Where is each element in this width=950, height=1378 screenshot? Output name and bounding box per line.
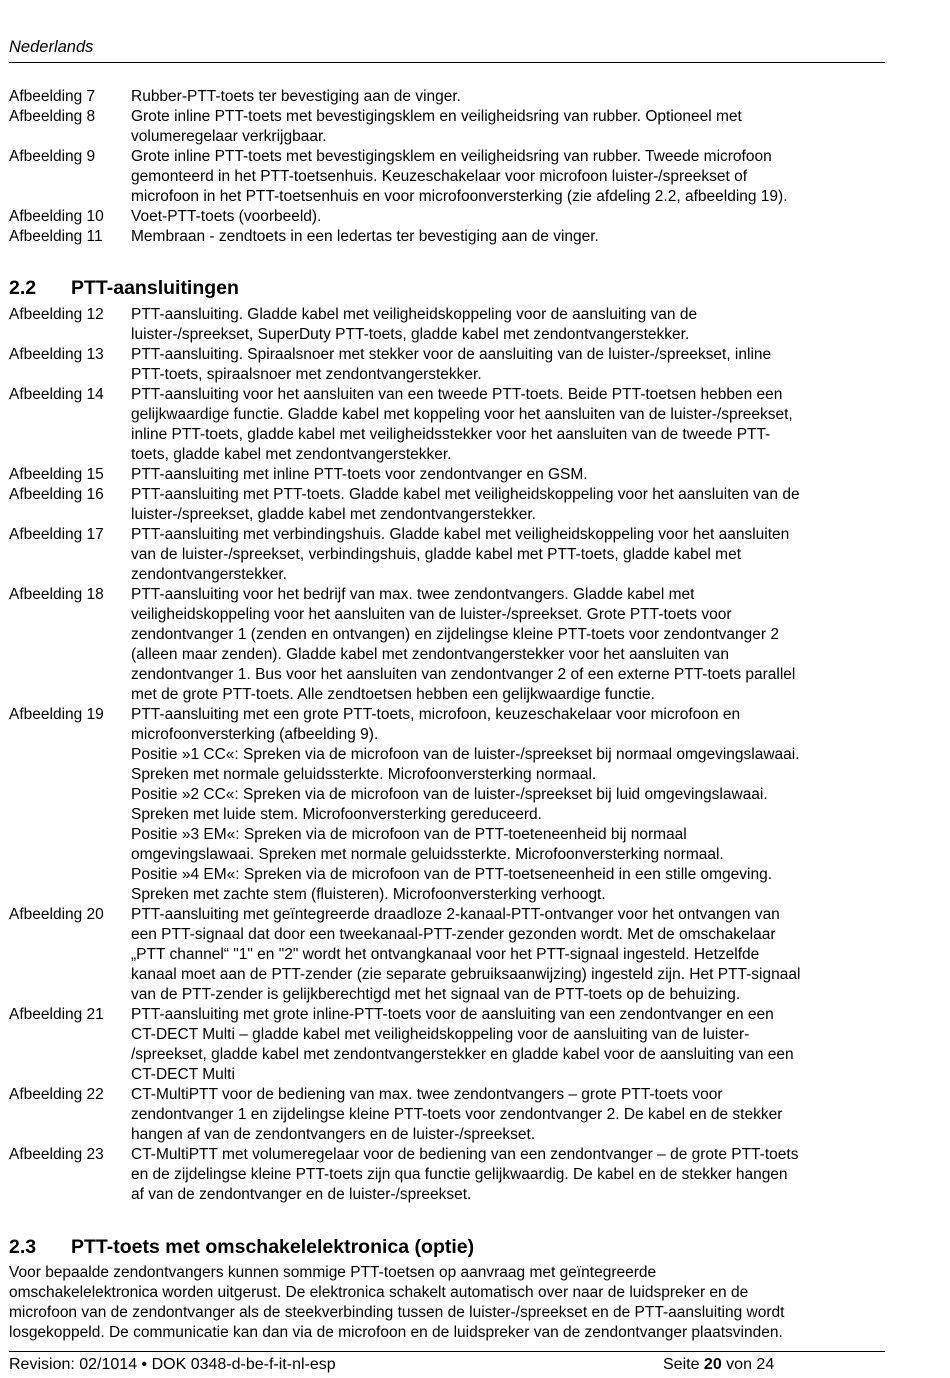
description-line: Positie »1 CC«: Spreken via de microfoon van de luister-/spreekset bij normaal omgevingslawaai.: [131, 746, 800, 763]
description-line: zendontvanger 1. Bus voor het aansluiten van zendontvanger 2 of een externe PTT-toets parallel: [131, 666, 796, 683]
description-line: omgevingslawaai. Spreken met normale geluidssterkte. Microfoonversterking normaal.: [131, 846, 724, 863]
figure-description: [131, 465, 889, 485]
paragraph-line: microfoon van de zendontvanger als de steekverbinding tussen de luister-/spreekset en de PTT-aansluiting wordt: [9, 1304, 785, 1321]
description-line: zendontvanger 1 en zijdelingse kleine PTT-toets voor zendontvanger 2. De kabel en de stekker: [131, 1106, 783, 1123]
figure-entry: [9, 305, 889, 345]
figure-entry: [9, 147, 889, 207]
figure-label: Afbeelding 19: [9, 706, 104, 723]
description-line: volumeregelaar verkrijgbaar.: [131, 128, 327, 145]
figure-description: [131, 525, 889, 585]
description-line: PTT-toets, spiraalsnoer met zendontvangerstekker.: [131, 366, 482, 383]
section-number: 2.3: [9, 1236, 37, 1258]
paragraph-line: Voor bepaalde zendontvangers kunnen sommige PTT-toetsen op aanvraag met geïntegreerde: [9, 1264, 657, 1281]
description-line: (alleen maar zenden). Gladde kabel met zendontvangerstekker voor het aansluiten van: [131, 646, 729, 663]
description-line: luister-/spreekset, gladde kabel met zendontvangerstekker.: [131, 506, 536, 523]
description-line: gemonteerd in het PTT-toetsenhuis. Keuzeschakelaar voor microfoon luister-/spreekset of: [131, 168, 748, 185]
figure-entry: [9, 227, 889, 247]
description-line: van de luister-/spreekset, verbindingshuis, gladde kabel met PTT-toets, gladde kabel met: [131, 546, 741, 563]
description-line: Grote inline PTT-toets met bevestigingsklem en veiligheidsring van rubber. Tweede microfoon: [131, 148, 772, 165]
description-line: toets, gladde kabel met zendontvangerstekker.: [131, 446, 452, 463]
figure-entry: [9, 1085, 889, 1145]
description-line: Positie »4 EM«: Spreken via de microfoon van de PTT-toetseneenheid in een stille omgeving.: [131, 866, 773, 883]
figure-description: [131, 227, 889, 247]
description-line: zendontvangerstekker.: [131, 566, 287, 583]
description-line: PTT-aansluiting voor het aansluiten van een tweede PTT-toets. Beide PTT-toetsen hebben een: [131, 386, 783, 403]
description-line: met de grote PTT-toets. Alle zendtoetsen hebben een gelijkwaardige functie.: [131, 686, 655, 703]
figure-entry: [9, 465, 889, 485]
figure-label: Afbeelding 18: [9, 586, 104, 603]
figure-description: [131, 107, 889, 147]
figure-description: [131, 485, 889, 525]
figure-label: Afbeelding 7: [9, 88, 96, 105]
figure-description: [131, 147, 889, 207]
description-line: Grote inline PTT-toets met bevestigingsklem en veiligheidsring van rubber. Optioneel met: [131, 108, 742, 125]
description-line: CT-MultiPTT met volumeregelaar voor de bediening van een zendontvanger – de grote PTT-toets: [131, 1146, 799, 1163]
footer-page-number: [663, 1356, 774, 1374]
description-line: „PTT channel“ "1" en "2" wordt het ontvangkanaal voor het PTT-signaal ingesteld. Hetzelfde: [131, 946, 760, 963]
figure-description: [131, 305, 889, 345]
description-line: veiligheidskoppeling voor het aansluiten van de luister-/spreekset. Grote PTT-toets voor: [131, 606, 732, 623]
description-line: /spreekset, gladde kabel met zendontvangerstekker en gladde kabel voor de aansluiting van een: [131, 1046, 794, 1063]
figure-description: [131, 345, 889, 385]
current-page: 20: [703, 1356, 722, 1373]
section-heading-2-3: [9, 1236, 474, 1259]
section-title: PTT-toets met omschakelelektronica (optie): [71, 1236, 475, 1258]
figure-entry: [9, 107, 889, 147]
description-line: PTT-aansluiting met PTT-toets. Gladde kabel met veiligheidskoppeling voor het aansluiten van de: [131, 486, 800, 503]
total-pages: 24: [756, 1356, 775, 1373]
section-heading-2-2: [9, 277, 239, 300]
description-line: en de zijdelingse kleine PTT-toets zijn qua functie gelijkwaardig. De kabel en de stekker hangen: [131, 1166, 788, 1183]
description-line: Positie »3 EM«: Spreken via de microfoon van de PTT-toeteneenheid bij normaal: [131, 826, 687, 843]
description-line: PTT-aansluiting met geïntegreerde draadloze 2-kanaal-PTT-ontvanger voor het ontvangen van: [131, 906, 780, 923]
description-line: af van de zendontvanger en de luister-/spreekset.: [131, 1186, 472, 1203]
figure-label: Afbeelding 14: [9, 386, 104, 403]
description-line: Positie »2 CC«: Spreken via de microfoon van de luister-/spreekset bij luid omgevingslawaai.: [131, 786, 768, 803]
figure-label: Afbeelding 13: [9, 346, 104, 363]
header-language: Nederlands: [9, 38, 94, 56]
figure-label: Afbeelding 21: [9, 1006, 104, 1023]
section-title: PTT-aansluitingen: [71, 277, 239, 299]
figure-entry: [9, 585, 889, 705]
figure-label: Afbeelding 23: [9, 1146, 104, 1163]
figure-description: [131, 1145, 889, 1205]
section-number: 2.2: [9, 277, 37, 299]
page-middle: von: [726, 1356, 752, 1373]
description-line: microfoon in het PTT-toetsenhuis en voor microfoonversterking (zie afdeling 2.2, afbeelding 19).: [131, 188, 788, 205]
figure-entry: [9, 87, 889, 107]
figure-description: [131, 1085, 889, 1145]
description-line: van de PTT-zender is gelijkberechtigd met het signaal van de PTT-toets op de behuizing.: [131, 986, 741, 1003]
figure-entry: [9, 705, 889, 905]
description-line: kanaal moet aan de PTT-zender (zie separate gebruiksaanwijzing) ingesteld zijn. Het PTT-signaal: [131, 966, 801, 983]
figure-description: [131, 1005, 889, 1085]
figure-label: Afbeelding 10: [9, 208, 104, 225]
description-line: inline PTT-toets, gladde kabel met veiligheidsstekker voor het aansluiten van de tweede PTT-: [131, 426, 771, 443]
figure-description: [131, 585, 889, 705]
figure-entry: [9, 1145, 889, 1205]
figure-label: Afbeelding 20: [9, 906, 104, 923]
figure-label: Afbeelding 8: [9, 108, 96, 125]
description-line: Rubber-PTT-toets ter bevestiging aan de vinger.: [131, 88, 461, 105]
section-2-3-paragraph: [9, 1263, 894, 1343]
description-line: een PTT-signaal dat door een tweekanaal-PTT-zender gezonden wordt. Met de omschakelaar: [131, 926, 776, 943]
description-line: Spreken met zachte stem (fluisteren). Microfoonversterking verhoogt.: [131, 886, 606, 903]
figure-label: Afbeelding 9: [9, 148, 96, 165]
figure-entry: [9, 207, 889, 227]
figure-entry: [9, 385, 889, 465]
paragraph-line: omschakelelektronica worden uitgerust. De elektronica schakelt automatisch over naar de luidspreker en de: [9, 1284, 749, 1301]
figure-entry: [9, 485, 889, 525]
description-line: CT-DECT Multi: [131, 1066, 235, 1083]
description-line: CT-MultiPTT voor de bediening van max. twee zendontvangers – grote PTT-toets voor: [131, 1086, 723, 1103]
description-line: luister-/spreekset, SuperDuty PTT-toets, gladde kabel met zendontvangerstekker.: [131, 326, 690, 343]
figure-entry: [9, 905, 889, 1005]
header-rule: [9, 62, 885, 63]
description-line: CT-DECT Multi – gladde kabel met veiligheidskoppeling voor de aansluiting van de luister-: [131, 1026, 750, 1043]
description-line: Voet-PTT-toets (voorbeeld).: [131, 208, 322, 225]
figure-label: Afbeelding 22: [9, 1086, 104, 1103]
description-line: zendontvanger 1 (zenden en ontvangen) en zijdelingse kleine PTT-toets voor zendontvanger 2: [131, 626, 779, 643]
page-prefix: Seite: [663, 1356, 700, 1373]
description-line: Spreken met luide stem. Microfoonversterking gereduceerd.: [131, 806, 542, 823]
figure-label: Afbeelding 11: [9, 228, 103, 245]
description-line: hangen af van de zendontvangers en de luister-/spreekset.: [131, 1126, 536, 1143]
figure-description: [131, 385, 889, 465]
paragraph-line: losgekoppeld. De communicatie kan dan via de microfoon en de luidspreker van de zendontvanger plaatsvinden.: [9, 1324, 783, 1341]
figure-description: [131, 207, 889, 227]
description-line: PTT-aansluiting voor het bedrijf van max. twee zendontvangers. Gladde kabel met: [131, 586, 695, 603]
description-line: Spreken met normale geluidssterkte. Microfoonversterking normaal.: [131, 766, 597, 783]
description-line: PTT-aansluiting met verbindingshuis. Gladde kabel met veiligheidskoppeling voor het aansluiten: [131, 526, 790, 543]
figure-label: Afbeelding 17: [9, 526, 104, 543]
figure-label: Afbeelding 12: [9, 306, 104, 323]
figure-entry: [9, 525, 889, 585]
figure-entry: [9, 345, 889, 385]
description-line: PTT-aansluiting met grote inline-PTT-toets voor de aansluiting van een zendontvanger en een: [131, 1006, 774, 1023]
figure-label: Afbeelding 15: [9, 466, 104, 483]
figure-description: [131, 905, 889, 1005]
description-line: microfoonversterking (afbeelding 9).: [131, 726, 379, 743]
description-line: PTT-aansluiting met inline PTT-toets voor zendontvanger en GSM.: [131, 466, 588, 483]
description-line: Membraan - zendtoets in een ledertas ter bevestiging aan de vinger.: [131, 228, 599, 245]
figure-label: Afbeelding 16: [9, 486, 104, 503]
figure-description: [131, 87, 889, 107]
footer-rule: [9, 1351, 885, 1352]
description-line: PTT-aansluiting. Gladde kabel met veiligheidskoppeling voor de aansluiting van de: [131, 306, 698, 323]
figure-description: [131, 705, 889, 905]
ptt-connections-list: [9, 305, 889, 1205]
footer-revision: Revision: 02/1014 • DOK 0348-d-be-f-it-nl-esp: [9, 1356, 336, 1373]
figure-entry: [9, 1005, 889, 1085]
intro-figure-list: [9, 87, 889, 247]
description-line: PTT-aansluiting met een grote PTT-toets, microfoon, keuzeschakelaar voor microfoon en: [131, 706, 741, 723]
description-line: gelijkwaardige functie. Gladde kabel met koppeling voor het aansluiten van de luister-/spreekset,: [131, 406, 793, 423]
description-line: PTT-aansluiting. Spiraalsnoer met stekker voor de aansluiting van de luister-/spreekset, inline: [131, 346, 772, 363]
